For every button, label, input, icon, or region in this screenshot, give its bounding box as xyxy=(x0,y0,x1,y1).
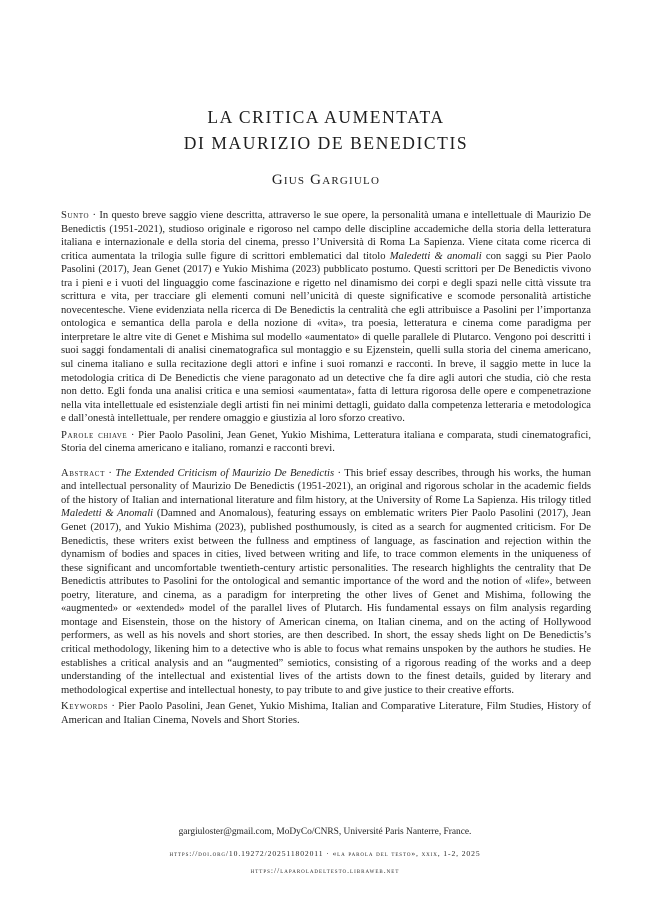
keywords-separator: · xyxy=(108,701,119,713)
sunto-italic-title: Maledetti & anomali xyxy=(389,250,482,262)
abstract-separator-2: · xyxy=(334,467,345,479)
abstract-paragraph xyxy=(61,467,591,697)
abstract-text-1: This brief essay describes, through his works, the human and intellectual personality of Maurizio De Benedictis (1951-2021), an original and rigorous scholar in the academic fields of the history of Italian and international literature and film history, at the University of Rome La Sapienza. His trilogy titled xyxy=(61,467,591,506)
sunto-text-2: con saggi su Pier Paolo Pasolini (2017), Jean Genet (2017) e Yukio Mishima (2023) pubblicato postumo. Questi scrittori per De Benedictis vivono tra i pieni e i vuoti del linguaggio come fascinazione e rigetto nel dinamismo dei corpi e degli spazi nelle città vissute tra scrittura e vita, per tracciare gli elementi comuni nell’unicità di queste significative e scomode personalità artistiche novecentesche. Viene evidenziata nella ricerca di De Benedictis la centralità che egli attribuisce a Pasolini per l’importanza ontologica e semantica della parola e della nozione di «vita», tra poesia, letteratura e cinema come paradigma per interpretare le altre vite di Genet e Mishima sul modello «aumentato» di quelle parallele di Plutarco. Vengono poi descritti i suoi saggi fondamentali di analisi cinematografica sul montaggio e su Ejzenstein, quelli sulla storia del cinema americano, sul cinema italiano e sulla recitazione degli attori e infine i suoi romanzi e racconti. In breve, il saggio mette in luce la metodologia critica di De Benedictis che viene paragonato ad un detective che fa dire agli autori che studia, ciò che resta non detto. Egli fonda una analisi critica e una semiosi «aumentata», fatta di lettura rigorosa delle opere e compenetrazione nella vita intellettuale ed esistenziale degli artisti fin nei minimi dettagli, guidato dalla competenza letteraria e metodologica e dall’onestà intellettuale, per rendere omaggio e giustizia al loro sforzo creativo. xyxy=(61,250,592,425)
sunto-label: Sunto xyxy=(61,210,90,221)
keywords-label: Keywords xyxy=(61,701,109,713)
parole-chiave-paragraph xyxy=(61,429,591,456)
sunto-paragraph xyxy=(61,209,591,426)
abstract-italic-title: Maledetti & Anomali xyxy=(61,508,154,520)
author-name: Gius Gargiulo xyxy=(271,172,381,188)
keywords-paragraph xyxy=(61,700,591,727)
parole-chiave-separator: · xyxy=(127,429,139,441)
journal-url: https://laparoladeltesto.libraweb.net xyxy=(250,866,400,875)
title-line-1: LA CRITICA AUMENTATA xyxy=(207,107,445,127)
abstract-separator: · xyxy=(104,467,116,479)
article-title xyxy=(61,104,591,156)
author-contact: gargiuloster@gmail.com, MoDyCo/CNRS, Université Paris Nanterre, France. xyxy=(178,827,472,837)
abstract-label: Abstract xyxy=(61,467,105,479)
article-page xyxy=(61,0,591,727)
keywords-text: Pier Paolo Pasolini, Jean Genet, Yukio Mishima, Italian and Comparative Literature, Film Studies, History of American and Italian Cinema, Novels and Short Stories. xyxy=(61,701,591,726)
sunto-text-1: In questo breve saggio viene descritta, attraverso le sue opere, la personalità umana e intellettuale di Maurizio De Benedictis (1951-2021), studioso originale e rigoroso nel campo delle discipline accademiche della storia della letteratura italiana e internazionale e della storia del cinema, presso l’Università di Roma La Sapienza. Viene citata come ricerca di critica aumentata la trilogia sulle figure di scrittori emblematici dal titolo xyxy=(61,210,591,262)
abstract-english-title: The Extended Criticism of Maurizio De Benedictis xyxy=(115,467,335,479)
sunto-separator: · xyxy=(89,210,100,221)
parole-chiave-label: Parole chiave xyxy=(61,429,128,441)
abstract-text-2: (Damned and Anomalous), featuring essays on emblematic writers Pier Paolo Pasolini (2017), Jean Genet (2017), and Yukio Mishima (2023), published posthumously, is cited as a search for augmented criticism. For De Benedictis, these writers exist between the fullness and emptiness of language, as fascination and rejection within the dynamism of bodies and spaces in cities, lived between writing and life, to trace common elements in the uniqueness of these significant and uncomfortable twentieth-century artistic personalities. The research highlights the centrality that De Benedictis attributes to Pasolini for the ontological and semantic importance of the word and the notion of «life», between poetry, literature, and cinema, as a paradigm for interpreting the other lives of Genet and Mishima, following the «augmented» or «extended» model of the parallel lives of Plutarch. His fundamental essays on film analysis regarding montage and Eisenstein, those on the history of American cinema, on Italian cinema, and on the acting of Hollywood performers, as well as his novels and short stories, are then described. In short, the essay sheds light on De Benedictis’s critical methodology, likening him to a detective who is able to focus what remains unspoken by the authors he studies. He establishes a critical analysis and an “augmented” semiotics, consisting of a rigorous reading of the works and a deep understanding of the intellectual and existential lives of the artists down to the finest details, guided by literary and methodological expertise and intellectual honesty, to pay tribute to and give justice to their creative efforts. xyxy=(61,508,591,696)
parole-chiave-text: Pier Paolo Pasolini, Jean Genet, Yukio Mishima, Letteratura italiana e comparata, studi cinematografici, Storia del cinema americano e italiano, romanzi e racconti brevi. xyxy=(61,429,591,455)
doi-line: https://doi.org/10.19272/202511802011 · «la parola del testo», xxix, 1-2, 2025 xyxy=(169,849,481,858)
title-line-2: DI MAURIZIO DE BENEDICTIS xyxy=(183,133,469,153)
